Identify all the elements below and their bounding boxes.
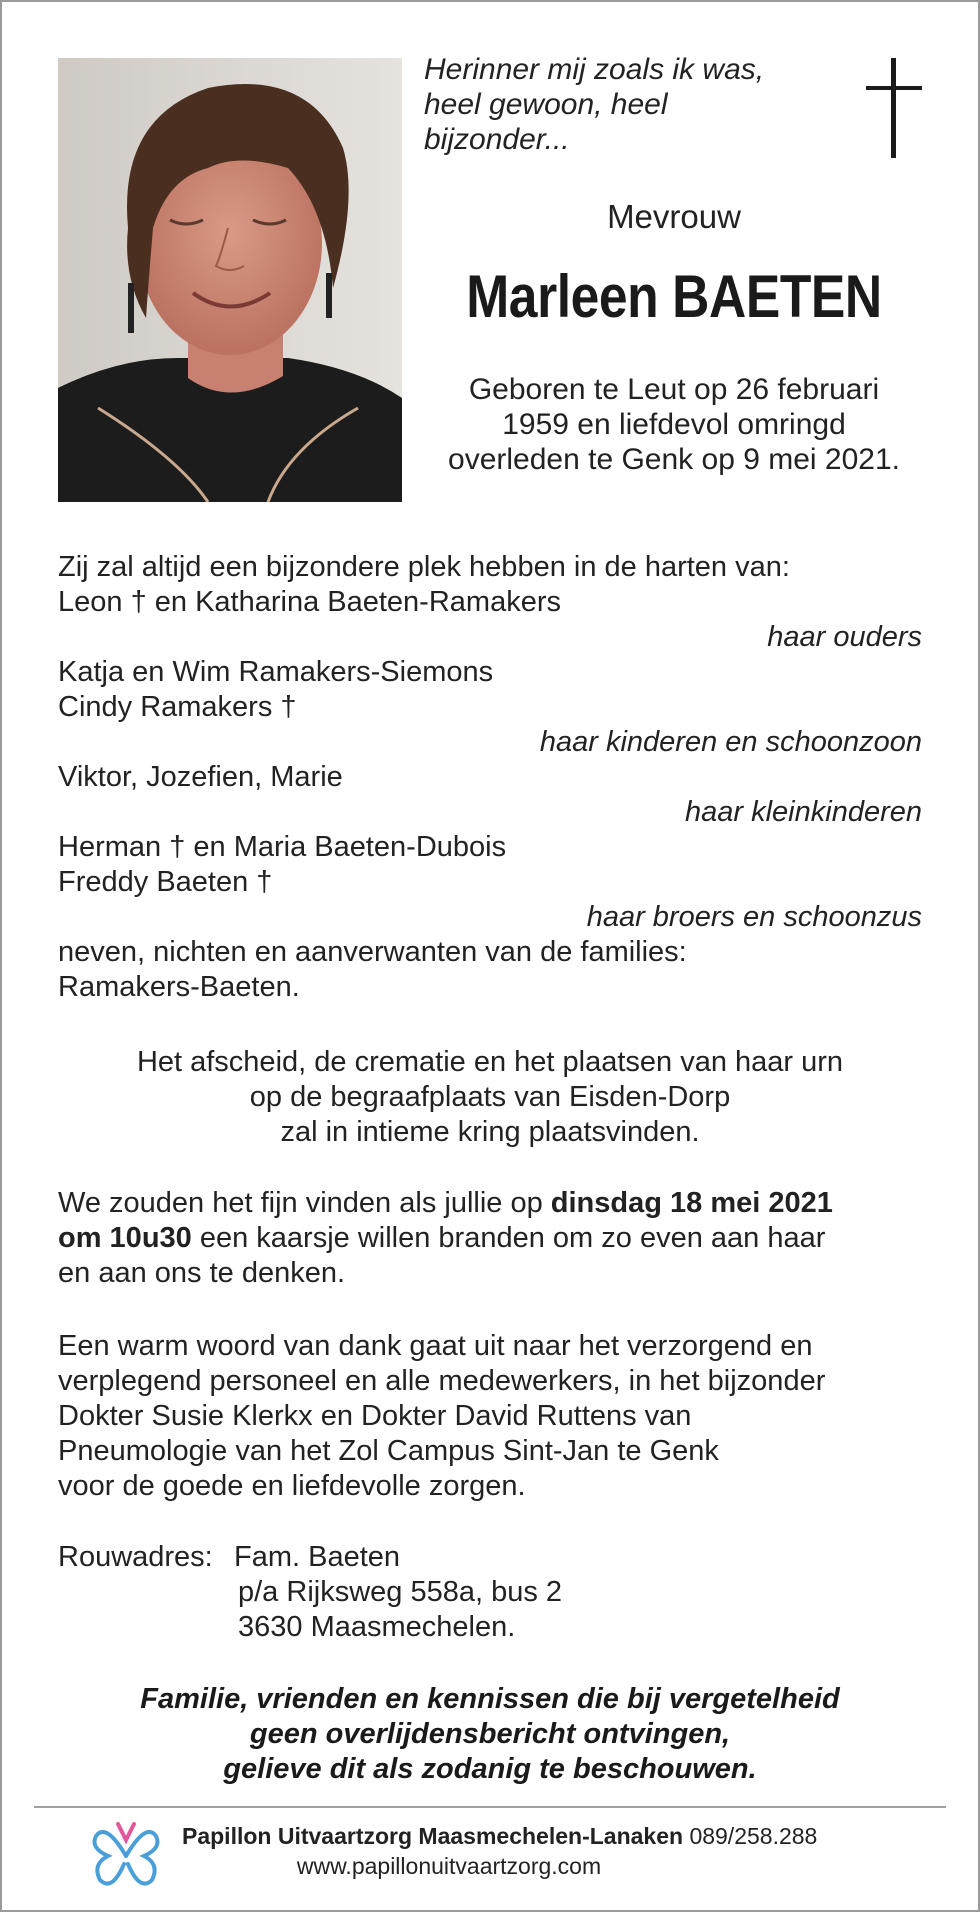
candle-paragraph	[58, 1186, 928, 1291]
candle-line-1	[58, 1186, 928, 1221]
footer-company-line	[182, 1822, 817, 1850]
family-names: Viktor, Jozefien, Marie	[58, 761, 343, 793]
footer-company: Papillon Uitvaartzorg Maasmechelen-Lanaken	[182, 1823, 684, 1849]
candle-pre: We zouden het fijn vinden als jullie op	[58, 1187, 551, 1219]
thanks-paragraph	[58, 1329, 928, 1504]
ceremony-line: op de begraafplaats van Eisden-Dorp	[249, 1081, 731, 1113]
thanks-line: Dokter Susie Klerkx en Dokter David Ruttens van	[58, 1400, 692, 1432]
closing-note	[58, 1682, 922, 1787]
poem-line: Herinner mij zoals ik was,	[424, 53, 765, 86]
poem-line: heel gewoon, heel	[424, 88, 668, 121]
address-line: Fam. Baeten	[234, 1541, 401, 1573]
family-role: haar ouders	[767, 621, 922, 653]
ceremony-text	[58, 1045, 922, 1150]
thanks-line: voor de goede en liefdevolle zorgen.	[58, 1470, 526, 1502]
thanks-line: Een warm woord van dank gaat uit naar het verzorgend en	[58, 1330, 813, 1362]
deceased-name: Marleen BAETEN	[466, 263, 882, 330]
ceremony-line: zal in intieme kring plaatsvinden.	[280, 1116, 700, 1148]
address-line: 3630 Maasmechelen.	[238, 1611, 516, 1643]
family-names: Cindy Ramakers †	[58, 691, 297, 723]
candle-line-2	[58, 1221, 928, 1256]
birth-line: overleden te Genk op 9 mei 2021.	[448, 443, 900, 476]
poem	[424, 52, 764, 157]
family-role: haar kinderen en schoonzoon	[539, 726, 922, 758]
family-intro: Zij zal altijd een bijzondere plek hebben in de harten van:	[58, 551, 790, 583]
closing-line: gelieve dit als zodanig te beschouwen.	[223, 1753, 757, 1785]
footer-phone: 089/258.288	[689, 1823, 818, 1849]
address-line: p/a Rijksweg 558a, bus 2	[238, 1576, 563, 1608]
closing-line: Familie, vrienden en kennissen die bij vergetelheid	[140, 1683, 840, 1715]
closing-line: geen overlijdensbericht ontvingen,	[249, 1718, 731, 1750]
extended-family: Ramakers-Baeten.	[58, 971, 300, 1003]
poem-line: bijzonder...	[424, 123, 570, 156]
address-label: Rouwadres:	[58, 1541, 213, 1573]
candle-line-3: en aan ons te denken.	[58, 1257, 346, 1289]
birth-line: Geboren te Leut op 26 februari	[468, 373, 880, 406]
thanks-line: verplegend personeel en alle medewerkers, in het bijzonder	[58, 1365, 826, 1397]
footer-divider	[34, 1806, 946, 1808]
family-names: Herman † en Maria Baeten-Dubois	[58, 831, 507, 863]
butterfly-logo-icon	[88, 1818, 164, 1899]
family-role: haar broers en schoonzus	[586, 901, 922, 933]
family-names: Leon † en Katharina Baeten-Ramakers	[58, 586, 561, 618]
family-names: Katja en Wim Ramakers-Siemons	[58, 656, 494, 688]
portrait-illustration	[58, 58, 402, 502]
candle-date: dinsdag 18 mei 2021	[550, 1187, 833, 1219]
family-names: Freddy Baeten †	[58, 866, 273, 898]
cross-icon	[864, 58, 924, 165]
birth-death-info	[424, 372, 924, 477]
thanks-line: Pneumologie van het Zol Campus Sint-Jan te Genk	[58, 1435, 719, 1467]
ceremony-line: Het afscheid, de crematie en het plaatsen van haar urn	[136, 1046, 844, 1078]
family-role: haar kleinkinderen	[685, 796, 922, 828]
candle-time: om 10u30	[58, 1222, 192, 1254]
portrait-photo	[58, 58, 402, 502]
footer-website[interactable]: www.papillonuitvaartzorg.com	[296, 1853, 602, 1879]
candle-post: een kaarsje willen branden om zo even aan haar	[191, 1222, 826, 1254]
extended-family: neven, nichten en aanverwanten van de families:	[58, 936, 687, 968]
birth-line: 1959 en liefdevol omringd	[502, 408, 846, 441]
honorific: Mevrouw	[607, 198, 741, 235]
